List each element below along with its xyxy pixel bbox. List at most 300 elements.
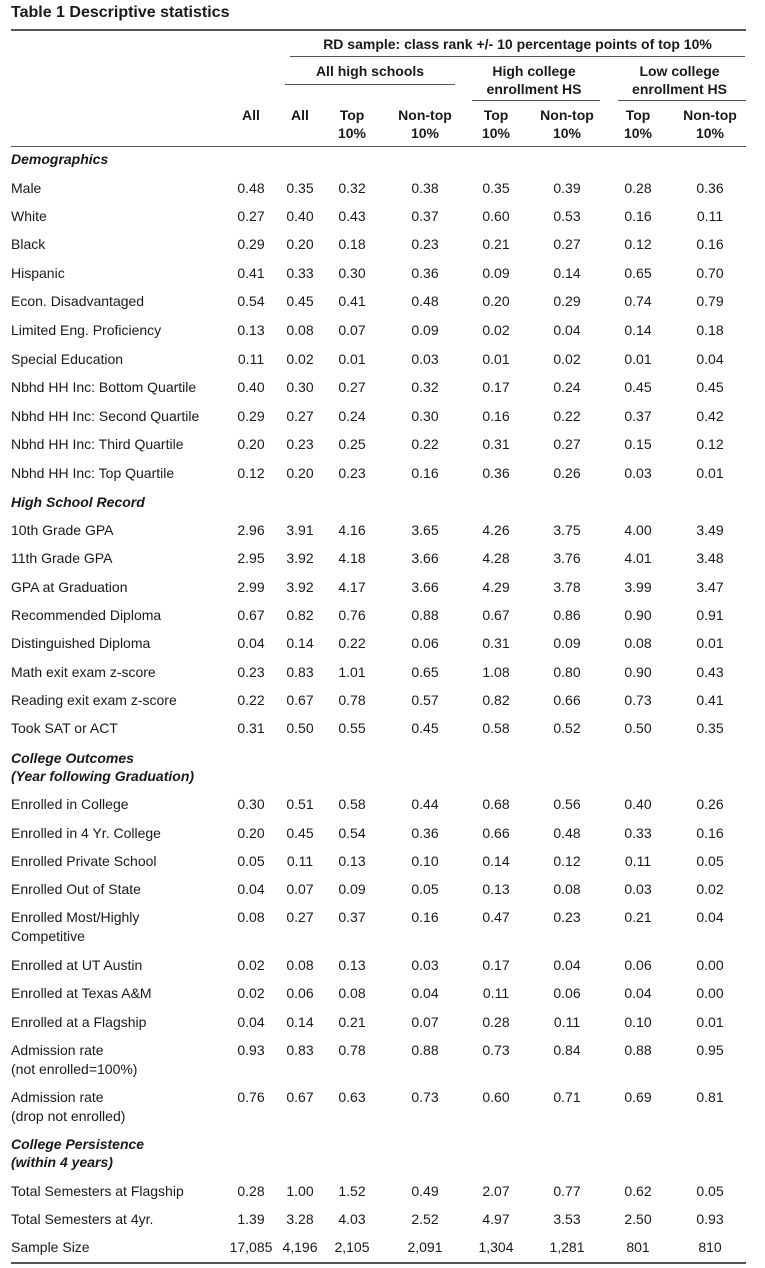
- table-cell: 0.23: [553, 909, 581, 925]
- row-label: Enrolled in College: [11, 796, 129, 812]
- table-cell: 2,091: [407, 1239, 443, 1255]
- table-cell: 0.06: [286, 985, 314, 1001]
- row-label: GPA at Graduation: [11, 579, 128, 595]
- table-cell: 2.52: [411, 1211, 439, 1227]
- table-cell: 1.08: [482, 664, 510, 680]
- table-cell: 3.48: [696, 550, 724, 566]
- table-cell: 0.02: [553, 351, 581, 367]
- table-cell: 0.43: [696, 664, 724, 680]
- column-header: Non-top 10%: [683, 107, 737, 141]
- table-cell: 3.49: [696, 522, 724, 538]
- table-cell: 0.13: [482, 881, 510, 897]
- table-cell: 0.67: [286, 692, 314, 708]
- table-cell: 0.04: [696, 909, 724, 925]
- table-cell: 0.07: [286, 881, 314, 897]
- table-cell: 0.48: [411, 293, 439, 309]
- table-cell: 3.75: [553, 522, 581, 538]
- table-cell: 0.36: [411, 825, 439, 841]
- table-cell: 0.02: [237, 957, 265, 973]
- table-cell: 0.23: [338, 465, 366, 481]
- table-cell: 0.03: [624, 465, 652, 481]
- table-cell: 0.30: [237, 796, 265, 812]
- table-cell: 0.11: [553, 1014, 581, 1030]
- row-label: Recommended Diploma: [11, 607, 162, 623]
- table-cell: 0.30: [338, 265, 366, 281]
- rd-sample-rule: [290, 56, 745, 57]
- table-cell: 0.40: [624, 796, 652, 812]
- bottom-rule: [11, 1262, 746, 1264]
- row-label: Enrolled Out of State: [11, 881, 141, 897]
- table-cell: 0.79: [696, 293, 724, 309]
- table-cell: 3.53: [553, 1211, 581, 1227]
- table-cell: 0.23: [411, 236, 439, 252]
- table-cell: 0.14: [286, 1014, 314, 1030]
- table-cell: 0.00: [696, 957, 724, 973]
- rd-sample-header: RD sample: class rank +/- 10 percentage points of top 10%: [323, 36, 712, 52]
- table-cell: 0.02: [696, 881, 724, 897]
- table-cell: 0.83: [286, 664, 314, 680]
- column-header: Non-top 10%: [540, 107, 594, 141]
- table-cell: 0.45: [411, 720, 439, 736]
- table-cell: 0.31: [482, 635, 510, 651]
- table-cell: 1.00: [286, 1183, 314, 1199]
- table-cell: 0.01: [482, 351, 510, 367]
- table-cell: 0.73: [482, 1042, 510, 1058]
- column-header: Top 10%: [623, 107, 653, 141]
- table-cell: 801: [626, 1239, 650, 1255]
- table-cell: 0.05: [411, 881, 439, 897]
- table-cell: 0.13: [237, 322, 265, 338]
- table-cell: 0.04: [237, 1014, 265, 1030]
- column-header: All: [242, 107, 260, 123]
- table-cell: 0.36: [411, 265, 439, 281]
- table-cell: 0.11: [237, 351, 265, 367]
- table-cell: 0.83: [286, 1042, 314, 1058]
- table-cell: 0.03: [411, 351, 439, 367]
- table-cell: 0.84: [553, 1042, 581, 1058]
- row-label: Enrolled at a Flagship: [11, 1014, 147, 1030]
- table-cell: 2.50: [624, 1211, 652, 1227]
- table-cell: 0.27: [286, 408, 314, 424]
- table-cell: 0.22: [338, 635, 366, 651]
- table-cell: 0.88: [411, 607, 439, 623]
- high-hs-header: High college enrollment HS: [486, 63, 582, 97]
- table-cell: 0.27: [237, 208, 265, 224]
- table-cell: 0.28: [482, 1014, 510, 1030]
- all-hs-rule: [285, 84, 455, 85]
- table-cell: 0.32: [338, 180, 366, 196]
- table-cell: 0.04: [411, 985, 439, 1001]
- table-cell: 4.26: [482, 522, 510, 538]
- table-cell: 0.50: [286, 720, 314, 736]
- table-cell: 0.57: [411, 692, 439, 708]
- table-cell: 0.06: [553, 985, 581, 1001]
- table-cell: 0.42: [696, 408, 724, 424]
- table-cell: 0.27: [553, 236, 581, 252]
- table-cell: 4.16: [338, 522, 366, 538]
- table-cell: 0.04: [624, 985, 652, 1001]
- table-cell: 0.69: [624, 1089, 652, 1105]
- table-cell: 0.29: [237, 408, 265, 424]
- row-label: Sample Size: [11, 1239, 90, 1255]
- table-cell: 3.47: [696, 579, 724, 595]
- table-cell: 0.43: [338, 208, 366, 224]
- table-cell: 0.09: [482, 265, 510, 281]
- table-cell: 0.66: [553, 692, 581, 708]
- row-label: White: [11, 208, 47, 224]
- table-cell: 2.95: [237, 550, 265, 566]
- row-label: Black: [11, 236, 46, 252]
- table-cell: 0.93: [696, 1211, 724, 1227]
- row-label: Admission rate (drop not enrolled): [11, 1089, 126, 1124]
- row-label: Enrolled in 4 Yr. College: [11, 825, 161, 841]
- table-cell: 3.78: [553, 579, 581, 595]
- table-cell: 0.81: [696, 1089, 724, 1105]
- column-header: All: [291, 107, 309, 123]
- table-cell: 0.01: [338, 351, 366, 367]
- table-cell: 1.52: [338, 1183, 366, 1199]
- row-label: Nbhd HH Inc: Bottom Quartile: [11, 379, 197, 395]
- table-cell: 0.35: [696, 720, 724, 736]
- table-cell: 0.60: [482, 1089, 510, 1105]
- table-cell: 0.16: [696, 236, 724, 252]
- table-cell: 0.45: [286, 825, 314, 841]
- table-cell: 0.22: [411, 436, 439, 452]
- table-cell: 0.06: [411, 635, 439, 651]
- table-cell: 0.56: [553, 796, 581, 812]
- table-cell: 0.05: [696, 1183, 724, 1199]
- table-cell: 0.38: [411, 180, 439, 196]
- row-label: Total Semesters at 4yr.: [11, 1211, 154, 1227]
- table-cell: 0.27: [553, 436, 581, 452]
- table-cell: 0.07: [411, 1014, 439, 1030]
- table-cell: 0.91: [696, 607, 724, 623]
- table-cell: 0.88: [624, 1042, 652, 1058]
- table-cell: 0.67: [482, 607, 510, 623]
- table-cell: 0.41: [696, 692, 724, 708]
- table-cell: 0.80: [553, 664, 581, 680]
- table-cell: 0.68: [482, 796, 510, 812]
- table-cell: 0.14: [553, 265, 581, 281]
- table-cell: 0.20: [286, 236, 314, 252]
- table-cell: 0.09: [338, 881, 366, 897]
- table-cell: 0.35: [482, 180, 510, 196]
- table-cell: 0.05: [237, 853, 265, 869]
- table-cell: 3.92: [286, 550, 314, 566]
- table-cell: 0.31: [482, 436, 510, 452]
- table-cell: 0.12: [624, 236, 652, 252]
- table-cell: 0.09: [553, 635, 581, 651]
- section-heading: College Outcomes (Year following Graduation): [11, 750, 195, 784]
- table-cell: 0.20: [237, 436, 265, 452]
- table-cell: 0.32: [411, 379, 439, 395]
- table-cell: 0.36: [696, 180, 724, 196]
- table-cell: 0.82: [286, 607, 314, 623]
- table-cell: 0.16: [624, 208, 652, 224]
- table-cell: 0.90: [624, 607, 652, 623]
- table-cell: 0.16: [411, 909, 439, 925]
- section-heading: High School Record: [11, 494, 145, 510]
- table-cell: 0.95: [696, 1042, 724, 1058]
- table-cell: 0.33: [286, 265, 314, 281]
- table-cell: 0.24: [338, 408, 366, 424]
- table-cell: 3.28: [286, 1211, 314, 1227]
- table-cell: 0.01: [696, 1014, 724, 1030]
- table-cell: 0.73: [411, 1089, 439, 1105]
- table-cell: 0.26: [553, 465, 581, 481]
- table-cell: 3.91: [286, 522, 314, 538]
- row-label: Math exit exam z-score: [11, 664, 156, 680]
- table-cell: 0.21: [624, 909, 652, 925]
- table-cell: 3.66: [411, 550, 439, 566]
- table-cell: 1.39: [237, 1211, 265, 1227]
- table-cell: 0.04: [237, 881, 265, 897]
- table-cell: 0.62: [624, 1183, 652, 1199]
- table-cell: 0.36: [482, 465, 510, 481]
- row-label: Limited Eng. Proficiency: [11, 322, 162, 338]
- table-cell: 0.54: [237, 293, 265, 309]
- table-cell: 1,304: [478, 1239, 514, 1255]
- row-label: Reading exit exam z-score: [11, 692, 177, 708]
- column-header: Non-top 10%: [398, 107, 452, 141]
- table-cell: 0.37: [411, 208, 439, 224]
- table-cell: 4.00: [624, 522, 652, 538]
- table-cell: 0.41: [338, 293, 366, 309]
- low-hs-header: Low college enrollment HS: [632, 63, 727, 97]
- low-hs-rule: [618, 100, 746, 101]
- table-cell: 0.22: [553, 408, 581, 424]
- table-cell: 0.06: [624, 957, 652, 973]
- row-label: Hispanic: [11, 265, 65, 281]
- table-cell: 0.02: [237, 985, 265, 1001]
- table-cell: 0.10: [411, 853, 439, 869]
- table-cell: 0.17: [482, 957, 510, 973]
- row-label: Enrolled at Texas A&M: [11, 985, 152, 1001]
- table-cell: 0.41: [237, 265, 265, 281]
- table-title: Table 1 Descriptive statistics: [11, 4, 230, 21]
- table-cell: 0.82: [482, 692, 510, 708]
- table-cell: 0.47: [482, 909, 510, 925]
- table-cell: 0.16: [482, 408, 510, 424]
- table-cell: 0.17: [482, 379, 510, 395]
- table-cell: 0.52: [553, 720, 581, 736]
- table-cell: 0.08: [237, 909, 265, 925]
- row-label: Special Education: [11, 351, 124, 367]
- table-cell: 0.58: [338, 796, 366, 812]
- table-cell: 0.70: [696, 265, 724, 281]
- table-cell: 0.53: [553, 208, 581, 224]
- table-cell: 2.99: [237, 579, 265, 595]
- table-cell: 0.20: [286, 465, 314, 481]
- table-cell: 0.27: [286, 909, 314, 925]
- table-cell: 4.01: [624, 550, 652, 566]
- table-cell: 0.74: [624, 293, 652, 309]
- table-cell: 4.28: [482, 550, 510, 566]
- table-cell: 0.45: [286, 293, 314, 309]
- table-cell: 0.20: [482, 293, 510, 309]
- table-cell: 0.44: [411, 796, 439, 812]
- header-rule: [11, 146, 746, 147]
- table-cell: 0.01: [624, 351, 652, 367]
- table-cell: 0.73: [624, 692, 652, 708]
- table-cell: 0.23: [237, 664, 265, 680]
- table-cell: 0.30: [286, 379, 314, 395]
- table-cell: 0.76: [338, 607, 366, 623]
- table-cell: 0.58: [482, 720, 510, 736]
- table-cell: 3.99: [624, 579, 652, 595]
- table-cell: 0.01: [696, 465, 724, 481]
- table-cell: 3.66: [411, 579, 439, 595]
- table-cell: 2.07: [482, 1183, 510, 1199]
- table-cell: 0.11: [624, 853, 652, 869]
- table-cell: 0.23: [286, 436, 314, 452]
- table-cell: 0.08: [286, 957, 314, 973]
- table-cell: 0.13: [338, 957, 366, 973]
- high-hs-rule: [472, 100, 600, 101]
- table-cell: 0.26: [696, 796, 724, 812]
- table-cell: 2,105: [334, 1239, 370, 1255]
- table-cell: 0.03: [411, 957, 439, 973]
- table-cell: 0.78: [338, 692, 366, 708]
- table-cell: 0.66: [482, 825, 510, 841]
- table-cell: 0.02: [286, 351, 314, 367]
- table-cell: 0.12: [237, 465, 265, 481]
- row-label: Total Semesters at Flagship: [11, 1183, 184, 1199]
- column-header: Top 10%: [337, 107, 367, 141]
- table-cell: 0.00: [696, 985, 724, 1001]
- table-cell: 0.45: [696, 379, 724, 395]
- table-cell: 3.76: [553, 550, 581, 566]
- table-cell: 0.90: [624, 664, 652, 680]
- top-rule: [11, 29, 746, 31]
- table-cell: 0.54: [338, 825, 366, 841]
- table-cell: 0.22: [237, 692, 265, 708]
- table-cell: 0.33: [624, 825, 652, 841]
- table-cell: 0.28: [624, 180, 652, 196]
- table-cell: 0.29: [553, 293, 581, 309]
- table-cell: 0.04: [553, 322, 581, 338]
- table-cell: 0.03: [624, 881, 652, 897]
- table-cell: 0.55: [338, 720, 366, 736]
- table-cell: 4.29: [482, 579, 510, 595]
- table-cell: 0.30: [411, 408, 439, 424]
- table-cell: 0.49: [411, 1183, 439, 1199]
- table-cell: 0.08: [286, 322, 314, 338]
- table-cell: 0.45: [624, 379, 652, 395]
- table-cell: 0.07: [338, 322, 366, 338]
- row-label: Econ. Disadvantaged: [11, 293, 145, 309]
- table-cell: 0.13: [338, 853, 366, 869]
- table-cell: 0.16: [696, 825, 724, 841]
- table-cell: 0.63: [338, 1089, 366, 1105]
- table-cell: 0.14: [624, 322, 652, 338]
- row-label: Enrolled Most/Highly Competitive: [11, 909, 140, 944]
- table-cell: 0.11: [696, 208, 724, 224]
- table-cell: 0.02: [482, 322, 510, 338]
- table-cell: 0.05: [696, 853, 724, 869]
- table-cell: 0.67: [237, 607, 265, 623]
- table-cell: 0.01: [696, 635, 724, 651]
- table-cell: 1,281: [549, 1239, 585, 1255]
- row-label: Nbhd HH Inc: Third Quartile: [11, 436, 184, 452]
- table-cell: 0.71: [553, 1089, 581, 1105]
- table-cell: 17,085: [229, 1239, 273, 1255]
- table-cell: 0.37: [338, 909, 366, 925]
- table-cell: 0.12: [696, 436, 724, 452]
- table-cell: 0.65: [624, 265, 652, 281]
- table-cell: 0.29: [237, 236, 265, 252]
- table-cell: 3.65: [411, 522, 439, 538]
- table-cell: 0.93: [237, 1042, 265, 1058]
- table-cell: 0.21: [338, 1014, 366, 1030]
- table-cell: 0.20: [237, 825, 265, 841]
- table-cell: 810: [698, 1239, 722, 1255]
- table-cell: 0.77: [553, 1183, 581, 1199]
- table-cell: 0.14: [286, 635, 314, 651]
- table-cell: 0.04: [696, 351, 724, 367]
- table-cell: 0.37: [624, 408, 652, 424]
- table-cell: 0.67: [286, 1089, 314, 1105]
- table-cell: 0.10: [624, 1014, 652, 1030]
- table-cell: 4.97: [482, 1211, 510, 1227]
- table-cell: 4.03: [338, 1211, 366, 1227]
- table-cell: 0.18: [696, 322, 724, 338]
- table-cell: 0.78: [338, 1042, 366, 1058]
- table-cell: 0.88: [411, 1042, 439, 1058]
- table-cell: 0.39: [553, 180, 581, 196]
- table-cell: 2.96: [237, 522, 265, 538]
- table-cell: 1.01: [338, 664, 366, 680]
- table-cell: 0.18: [338, 236, 366, 252]
- row-label: Nbhd HH Inc: Top Quartile: [11, 465, 175, 481]
- table-cell: 4,196: [282, 1239, 318, 1255]
- table-cell: 0.12: [553, 853, 581, 869]
- table-cell: 0.48: [553, 825, 581, 841]
- table-cell: 0.04: [553, 957, 581, 973]
- table-cell: 0.27: [338, 379, 366, 395]
- table-cell: 0.15: [624, 436, 652, 452]
- table-cell: 0.40: [286, 208, 314, 224]
- section-heading: College Persistence (within 4 years): [11, 1136, 145, 1170]
- table-cell: 0.08: [553, 881, 581, 897]
- table-cell: 0.60: [482, 208, 510, 224]
- table-cell: 0.28: [237, 1183, 265, 1199]
- row-label: Distinguished Diploma: [11, 635, 151, 651]
- row-label: Enrolled at UT Austin: [11, 957, 143, 973]
- table-cell: 0.50: [624, 720, 652, 736]
- table-cell: 0.48: [237, 180, 265, 196]
- table-cell: 0.08: [338, 985, 366, 1001]
- row-label: Enrolled Private School: [11, 853, 157, 869]
- table-cell: 0.11: [286, 853, 314, 869]
- table-cell: 4.17: [338, 579, 366, 595]
- table-cell: 0.51: [286, 796, 314, 812]
- table-cell: 3.92: [286, 579, 314, 595]
- table-cell: 0.76: [237, 1089, 265, 1105]
- table-cell: 0.40: [237, 379, 265, 395]
- all-hs-header: All high schools: [315, 63, 425, 79]
- table-cell: 4.18: [338, 550, 366, 566]
- table-cell: 0.21: [482, 236, 510, 252]
- table-cell: 0.65: [411, 664, 439, 680]
- table-cell: 0.16: [411, 465, 439, 481]
- table-cell: 0.86: [553, 607, 581, 623]
- section-heading: Demographics: [11, 151, 109, 167]
- table-cell: 0.08: [624, 635, 652, 651]
- row-label: Nbhd HH Inc: Second Quartile: [11, 408, 200, 424]
- table-cell: 0.11: [482, 985, 510, 1001]
- table-cell: 0.24: [553, 379, 581, 395]
